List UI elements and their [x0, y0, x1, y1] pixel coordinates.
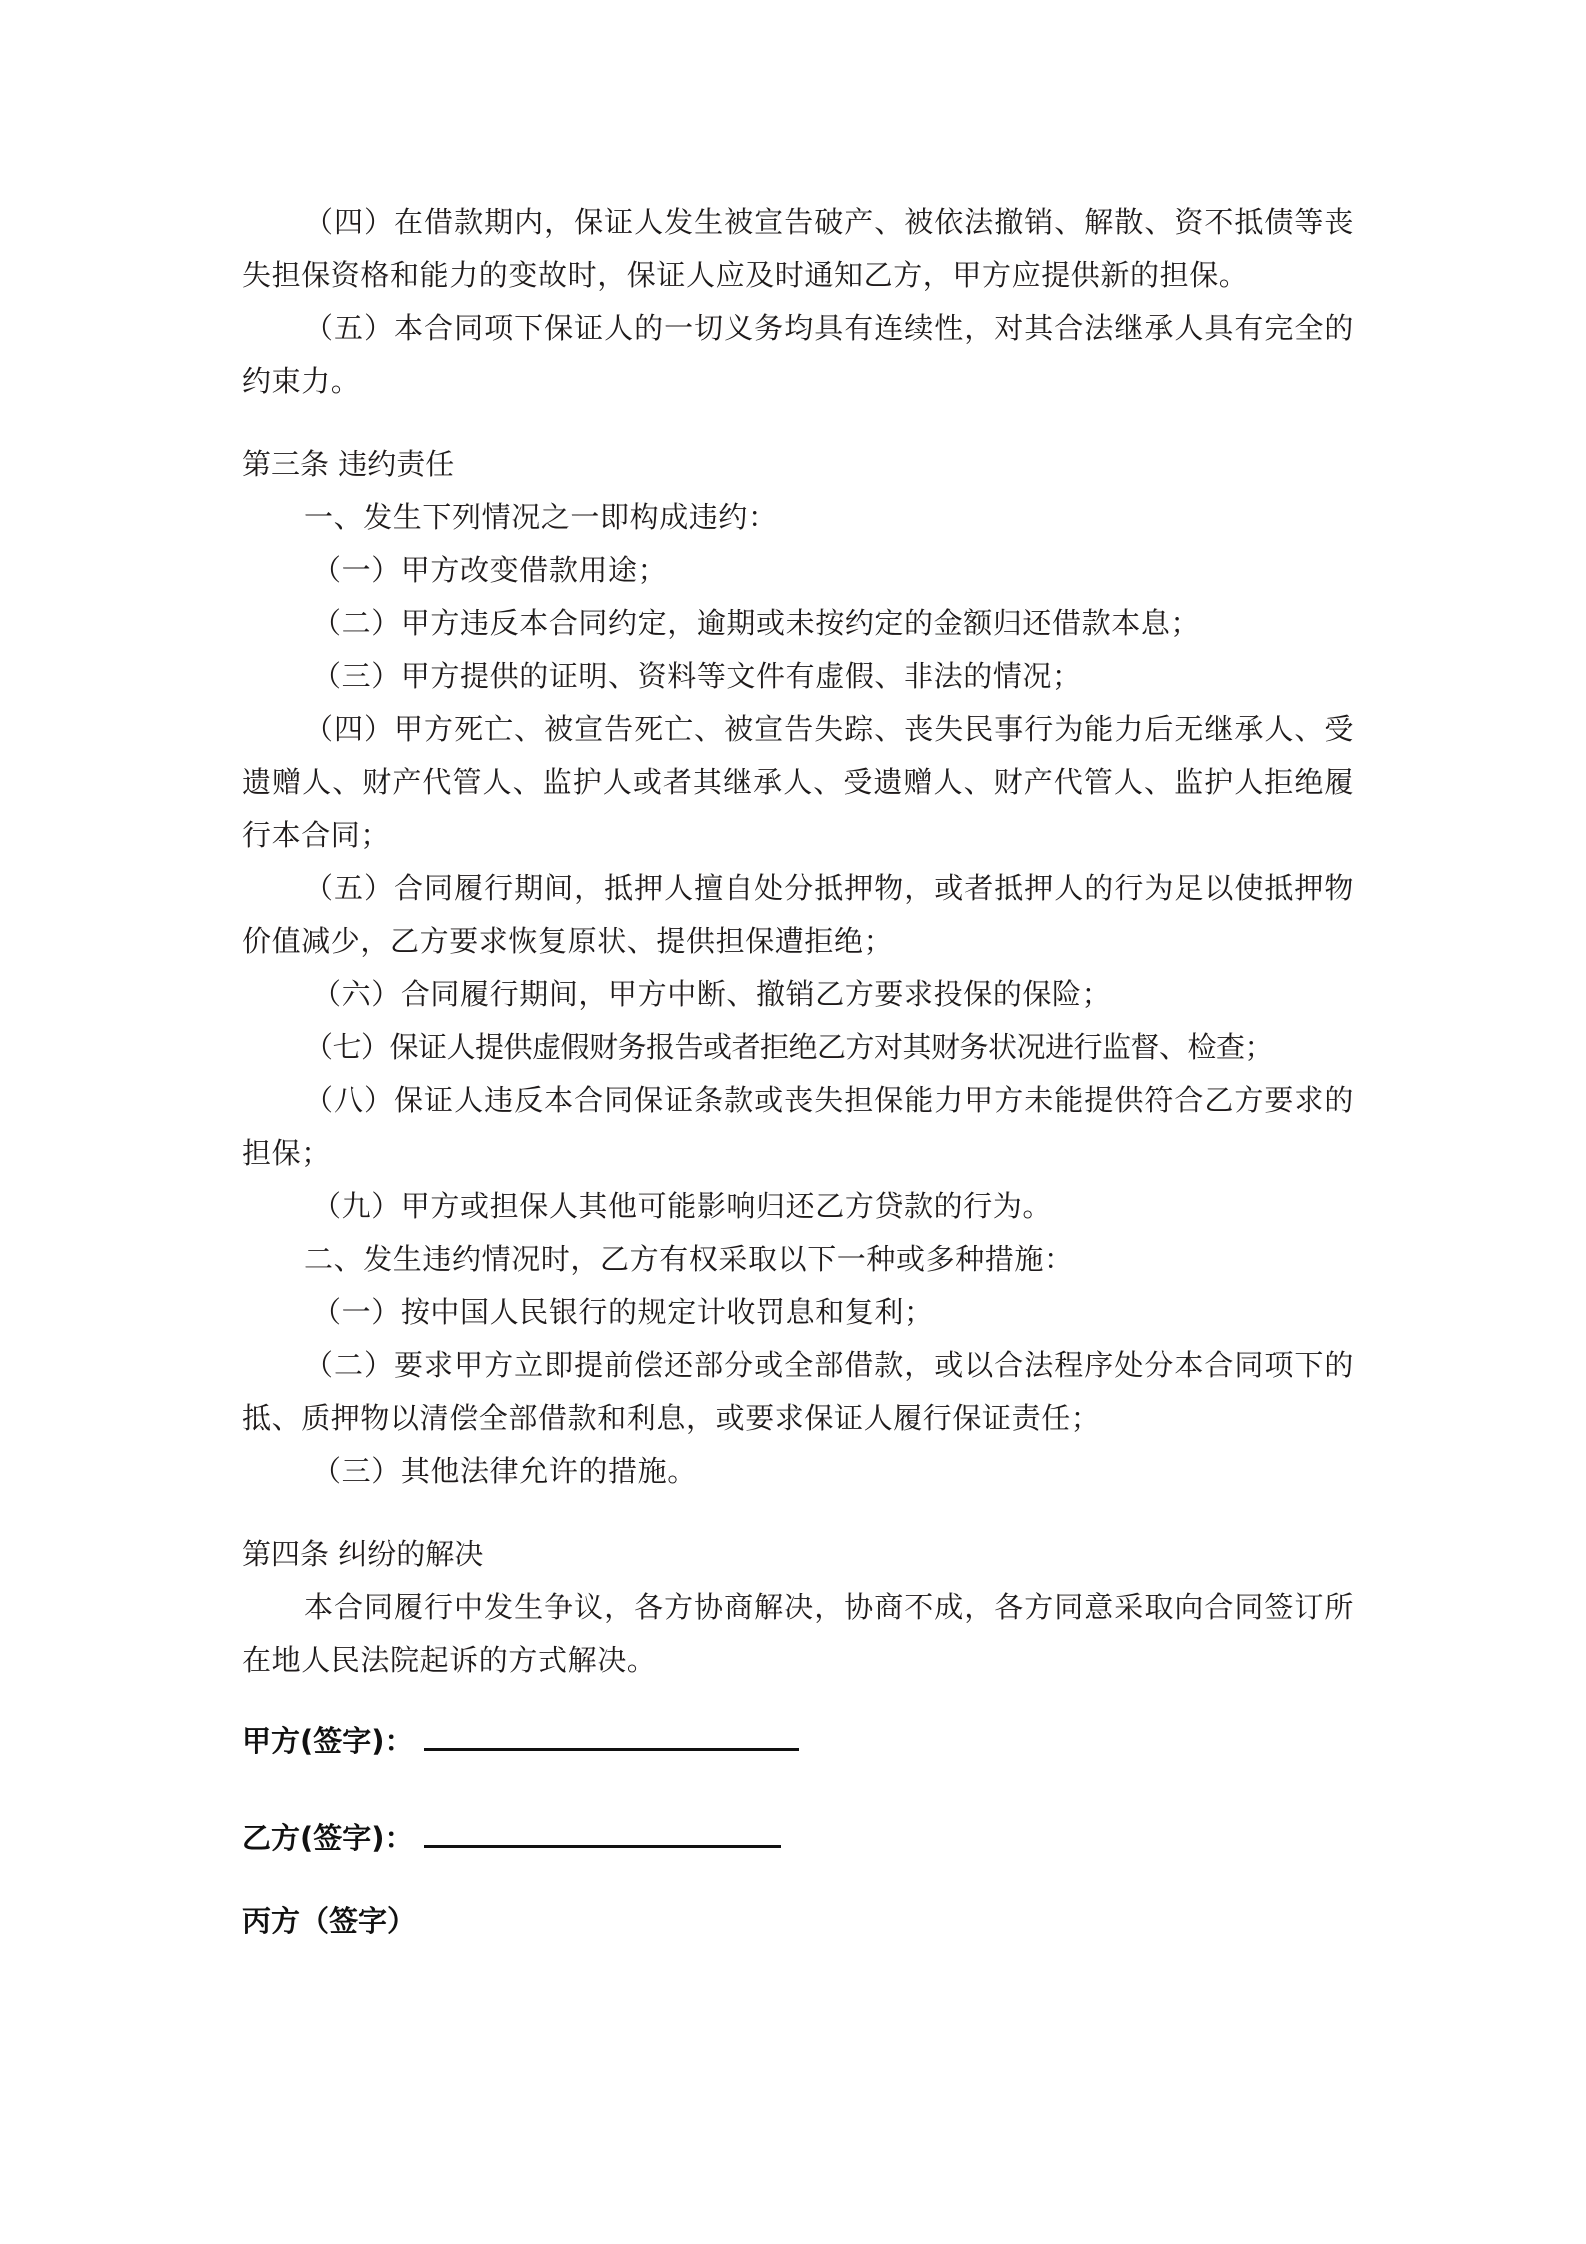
- signature-label: 乙方(签字)：: [242, 1821, 414, 1855]
- remedy-item-3: [242, 1445, 1354, 1498]
- clause-label: （六）: [312, 977, 401, 1011]
- signature-party-c: [242, 1895, 1354, 1948]
- signature-party-b: [242, 1812, 1354, 1865]
- breach-item-5: [242, 862, 1354, 968]
- signature-line[interactable]: [424, 1825, 781, 1848]
- clause-text: 甲方提供的证明、资料等文件有虚假、非法的情况；: [400, 659, 1082, 693]
- clause-text: 甲方改变借款用途；: [400, 553, 668, 587]
- clause-label: （八）: [304, 1083, 395, 1117]
- article-4-heading: 第四条 纠纷的解决: [242, 1537, 484, 1571]
- clause-label: （七）: [304, 1030, 390, 1064]
- article-4-body: 本合同履行中发生争议，各方协商解决，协商不成，各方同意采取向合同签订所在地人民法院起诉的方式解决。: [242, 1590, 1354, 1677]
- clause-text: 本合同项下保证人的一切义务均具有连续性，对其合法继承人具有完全的约束力。: [242, 311, 1354, 398]
- signature-line[interactable]: [424, 1728, 799, 1751]
- remedy-item-1: [242, 1286, 1354, 1339]
- breach-item-9: [242, 1180, 1354, 1233]
- breach-item-7: [242, 1021, 1354, 1074]
- clause-text: 合同履行期间，甲方中断、撤销乙方要求投保的保险；: [400, 977, 1112, 1011]
- article-3-section-2-title: 二、发生违约情况时，乙方有权采取以下一种或多种措施：: [304, 1242, 1074, 1276]
- clause-text: 其他法律允许的措施。: [400, 1454, 697, 1488]
- article-3-heading: 第三条 违约责任: [242, 447, 455, 481]
- signature-label: 甲方(签字)：: [242, 1724, 414, 1758]
- clause-text: 按中国人民银行的规定计收罚息和复利；: [400, 1295, 934, 1329]
- clause-text: 甲方违反本合同约定，逾期或未按约定的金额归还借款本息；: [400, 606, 1201, 640]
- article-3-section-1-title: 一、发生下列情况之一即构成违约：: [304, 500, 778, 534]
- breach-item-4: [242, 703, 1354, 862]
- clause-text: 甲方死亡、被宣告死亡、被宣告失踪、丧失民事行为能力后无继承人、受遗赠人、财产代管人、监护人或者其继承人、受遗赠人、财产代管人、监护人拒绝履行本合同；: [242, 712, 1354, 852]
- clause-label: （三）: [312, 1454, 401, 1488]
- clause-label: （四）: [304, 205, 395, 239]
- breach-item-8: [242, 1074, 1354, 1180]
- clause-label: （二）: [312, 606, 401, 640]
- clause-label: （二）: [304, 1348, 395, 1382]
- clause-label: （一）: [312, 553, 401, 587]
- clause-text: 保证人提供虚假财务报告或者拒绝乙方对其财务状况进行监督、检查；: [389, 1030, 1274, 1064]
- clause-text: 在借款期内，保证人发生被宣告破产、被依法撤销、解散、资不抵债等丧失担保资格和能力的变故时，保证人应及时通知乙方，甲方应提供新的担保。: [242, 205, 1354, 292]
- clause-2-5: [242, 302, 1354, 408]
- breach-item-3: [242, 650, 1354, 703]
- breach-item-6: [242, 968, 1354, 1021]
- clause-2-4: [242, 196, 1354, 302]
- contract-page: [242, 196, 1354, 1948]
- clause-text: 甲方或担保人其他可能影响归还乙方贷款的行为。: [400, 1189, 1053, 1223]
- clause-label: （五）: [304, 871, 395, 905]
- signature-party-a: [242, 1715, 1354, 1768]
- breach-item-2: [242, 597, 1354, 650]
- clause-label: （五）: [304, 311, 395, 345]
- clause-label: （一）: [312, 1295, 401, 1329]
- clause-text: 要求甲方立即提前偿还部分或全部借款，或以合法程序处分本合同项下的抵、质押物以清偿全部借款和利息，或要求保证人履行保证责任；: [242, 1348, 1354, 1435]
- clause-text: 保证人违反本合同保证条款或丧失担保能力甲方未能提供符合乙方要求的担保；: [242, 1083, 1354, 1170]
- remedy-item-2: [242, 1339, 1354, 1445]
- clause-label: （三）: [312, 659, 401, 693]
- signature-label: 丙方（签字）: [242, 1904, 417, 1938]
- clause-label: （九）: [312, 1189, 401, 1223]
- breach-item-1: [242, 544, 1354, 597]
- clause-label: （四）: [304, 712, 395, 746]
- clause-text: 合同履行期间，抵押人擅自处分抵押物，或者抵押人的行为足以使抵押物价值减少，乙方要求恢复原状、提供担保遭拒绝；: [242, 871, 1354, 958]
